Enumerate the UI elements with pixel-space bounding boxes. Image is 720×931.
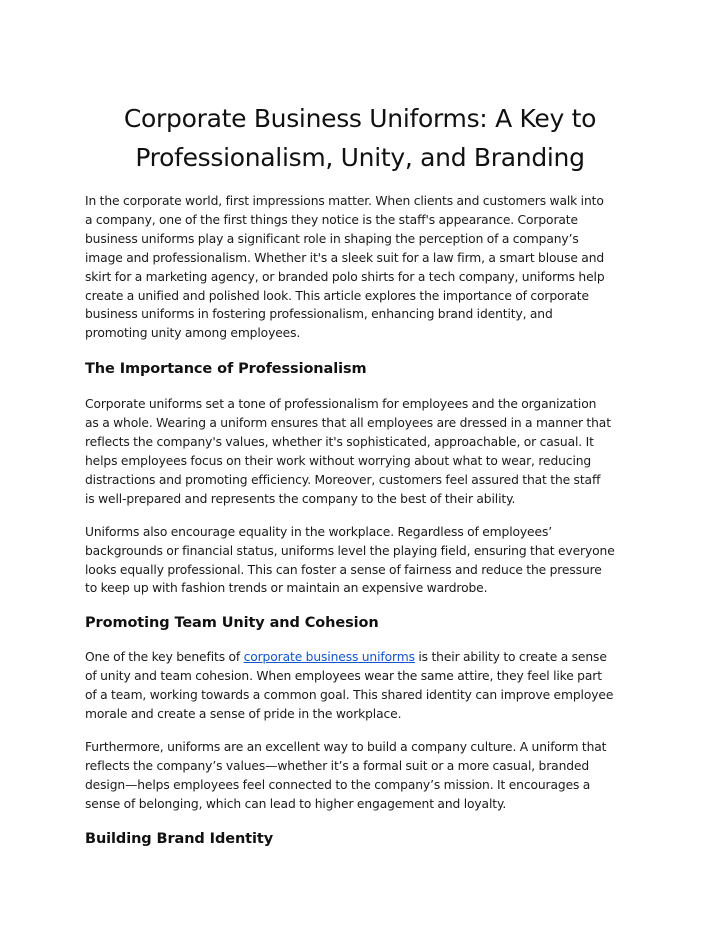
paragraph-line: of a team, working towards a common goal. This shared identity can improve employee <box>85 688 614 703</box>
paragraph-line: image and professionalism. Whether it's a sleek suit for a law firm, a smart blouse and <box>85 250 605 265</box>
paragraph-line: morale and create a sense of pride in the workplace. <box>85 707 402 722</box>
paragraph-line: a company, one of the first things they notice is the staff's appearance. Corporate <box>85 212 578 227</box>
paragraph-line: skirt for a marketing agency, or branded polo shirts for a tech company, uniforms help <box>85 269 605 284</box>
paragraph-line: promoting unity among employees. <box>85 326 301 341</box>
paragraph-text: One of the key benefits of <box>85 650 244 665</box>
section-heading-professionalism: The Importance of Professionalism <box>85 361 367 378</box>
section-heading-brand: Building Brand Identity <box>85 830 274 847</box>
title-line: Corporate Business Uniforms: A Key to <box>123 104 597 133</box>
corporate-uniforms-link[interactable]: corporate business uniforms <box>243 650 415 665</box>
unity-paragraph-1 <box>85 648 635 724</box>
document-title <box>85 0 635 177</box>
paragraph-line: of unity and team cohesion. When employees wear the same attire, they feel like part <box>85 669 602 684</box>
paragraph-line: design—helps employees feel connected to the company’s mission. It encourages a <box>85 777 591 792</box>
paragraph-text: is their ability to create a sense <box>414 650 607 665</box>
paragraph-line: looks equally professional. This can foster a sense of fairness and reduce the pressure <box>85 562 602 577</box>
paragraph-line: as a whole. Wearing a uniform ensures that all employees are dressed in a manner that <box>85 416 611 431</box>
intro-paragraph <box>85 192 635 343</box>
paragraph-line: Furthermore, uniforms are an excellent way to build a company culture. A uniform that <box>85 739 607 754</box>
paragraph-line: reflects the company's values, whether it's sophisticated, approachable, or casual. It <box>85 435 594 450</box>
unity-paragraph-2 <box>85 738 635 814</box>
paragraph-line: business uniforms play a significant role in shaping the perception of a company’s <box>85 231 579 246</box>
title-line: Professionalism, Unity, and Branding <box>135 143 585 172</box>
paragraph-line: In the corporate world, first impressions matter. When clients and customers walk into <box>85 194 604 208</box>
professionalism-paragraph-2 <box>85 523 635 599</box>
paragraph-line: reflects the company’s values—whether it’s a formal suit or a more casual, branded <box>85 758 590 773</box>
section-heading-unity: Promoting Team Unity and Cohesion <box>85 615 379 632</box>
paragraph-line: is well-prepared and represents the company to the best of their ability. <box>85 491 516 506</box>
paragraph-line: distractions and promoting efficiency. Moreover, customers feel assured that the staff <box>85 472 601 487</box>
paragraph-line: create a unified and polished look. This article explores the importance of corporate <box>85 288 589 303</box>
paragraph-line: Uniforms also encourage equality in the workplace. Regardless of employees’ <box>85 524 553 539</box>
paragraph-line: helps employees focus on their work without worrying about what to wear, reducing <box>85 453 592 468</box>
paragraph-line: sense of belonging, which can lead to higher engagement and loyalty. <box>85 796 507 811</box>
paragraph-line: backgrounds or financial status, uniforms level the playing field, ensuring that everyone <box>85 543 615 558</box>
paragraph-line: Corporate uniforms set a tone of professionalism for employees and the organization <box>85 397 597 412</box>
paragraph-line: business uniforms in fostering professionalism, enhancing brand identity, and <box>85 307 553 322</box>
paragraph-line <box>85 648 635 667</box>
paragraph-line: to keep up with fashion trends or maintain an expensive wardrobe. <box>85 581 488 596</box>
professionalism-paragraph-1 <box>85 395 635 508</box>
